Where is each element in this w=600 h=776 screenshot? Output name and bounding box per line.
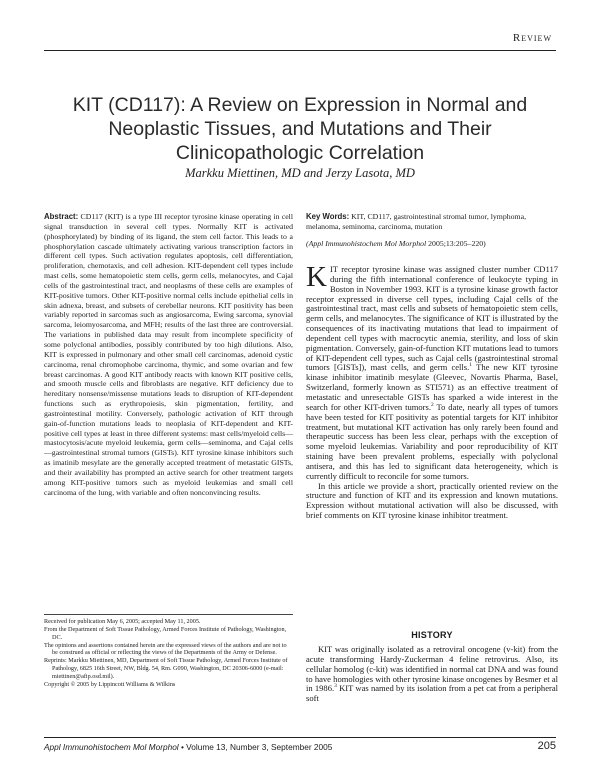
section-label: Review <box>512 32 552 44</box>
abstract-text: CD117 (KIT) is a type III receptor tyrosine kinase operating in cell signal transduction in several cell types. Normally KIT is activated (phosphorylated) by binding of its ligand, the stem cell factor. This leads to a phosphorylation cascade ultimately activating various transcription factors in different cell types. Such activation regulates apoptosis, cell differentiation, proliferation, chemotaxis, and cell adhesion. KIT-dependent cell types include mast cells, some hematopoietic stem cells, germ cells, melanocytes, and Cajal cells of the gastrointestinal tract, and neoplasms of these cells are examples of KIT-positive tumors. Other KIT-positive normal cells include epithelial cells in skin adnexa, breast, and subsets of cerebellar neurons. KIT positivity has been variably reported in sarcomas such as angiosarcoma, Ewing sarcoma, synovial sarcoma, leiomyosarcoma, and MFH; results of the last three are controversial. The variations in published data may result from incomplete specificity of some polyclonal antibodies, possibly contributed by too high dilutions. Also, KIT is expressed in pulmonary and other small cell carcinomas, adenoid cystic carcinoma, renal chromophobe carcinoma, thymic, and some ovarian and few breast carcinomas. A good KIT antibody reacts with known KIT positive cells, and smooth muscle cells and fibroblasts are negative. KIT deficiency due to hereditary nonsense/missense mutations leads to disruption of KIT-dependent functions such as erythropoiesis, skin pigmentation, fertility, and gastrointestinal motility. Conversely, pathologic activation of KIT through gain-of-function mutations leads to neoplasia of KIT-dependent and KIT-positive cell types at least in three different systems: mast cells/myeloid cells—mastocytosis/acute myeloid leukemia, germ cells—seminoma, and Cajal cells—gastrointestinal stromal tumors (GISTs). KIT tyrosine kinase inhibitors such as imatinib mesylate are the generally accepted treatment of metastatic GISTs, and their availability has prompted an active search for other treatment targets among KIT-positive tumors such as myeloid leukemias and small cell carcinoma of the lung, with variable and often nonconvincing results. <box>44 212 293 497</box>
running-footer <box>44 742 332 752</box>
history-paragraph: KIT was originally isolated as a retroviral oncogene (v-kit) from the acute transforming Hardy-Zuckerman 4 feline retrovirus. Also, its cellular homolog (c-kit) was identified in normal cat DNA and was found to have homologies with other tyrosine kinase oncogenes by Besmer et al in 1986.$^3$ KIT was named by its isolation from a pet cat from a peripheral soft <box>306 645 558 704</box>
keywords <box>306 212 558 249</box>
page-number: 205 <box>537 740 556 752</box>
drop-cap: K <box>306 265 327 293</box>
footnote-received: Received for publication May 6, 2005; accepted May 11, 2005. <box>44 618 201 625</box>
reference-2[interactable]: 2 <box>431 401 434 408</box>
reference-3[interactable]: 3 <box>334 683 337 690</box>
footnote-copyright: Copyright © 2005 by Lippincott Williams & Wilkins <box>44 680 176 688</box>
footer-journal: Appl Immunohistochem Mol Morphol <box>44 742 179 752</box>
citation-details: 2005;13:205–220) <box>428 238 486 248</box>
footnote-disclaimer: The opinions and assertions contained herein are the expressed views of the authors and are not to be construed as official or reflecting the views of the Departments of the Army or Defense. <box>44 641 287 657</box>
footer-details: • Volume 13, Number 3, September 2005 <box>178 742 333 752</box>
title-line-3: Clinicopathologic Correlation <box>175 142 425 164</box>
article-title <box>40 93 560 165</box>
intro-paragraph-2: In this article we provide a short, practically oriented review on the structure and function of KIT and its expression and known mutations. Expression without mutational activation will also be discussed, with brief comments on KIT tyrosine kinase inhibitor treatment. <box>306 480 558 521</box>
footnote-reprints: Reprints: Markku Miettinen, MD, Department of Soft Tissue Pathology, Armed Forces Institute of Pathology, 6825 16th Street, NW, Bldg. 54, Rm. G090, Washington, DC 20306-6000 (e-mail: miettinen@afip.osd.mil). <box>44 657 288 680</box>
footnote-affiliation: From the Department of Soft Tissue Pathology, Armed Forces Institute of Pathology, Washington, DC. <box>44 625 287 641</box>
authors: Markku Miettinen, MD and Jerzy Lasota, MD <box>185 166 415 180</box>
intro-paragraph-1: KIT receptor tyrosine kinase was assigned cluster number CD117 during the fifth international conference of leukocyte typing in Boston in November 1993. KIT is a tyrosine kinase growth factor receptor expressed in diverse cell types, including Cajal cells of the gastrointestinal tract, mast cells and subsets of hematopoietic stem cells, germ cells, and melanocytes. The significance of KIT is illustrated by the consequences of its inactivating mutations that lead to impairment of dependent cell types with macrocytic anemia, sterility, and loss of skin pigmentation. Conversely, gain-of-function KIT mutations lead to tumors of KIT-dependent cell types, such as Cajal cells (gastrointestinal stromal tumors [GISTs]), mast cells, and germ cells.$^1$ The new KIT tyrosine kinase inhibitor imatinib mesylate (Gleevec, Novartis Pharma, Basel, Switzerland, formerly known as STI571) as an effective treatment of metastatic and unresectable GISTs has sparked a wide interest in the search for other KIT-driven tumors.$^2$ To date, nearly all types of tumors have been tested for KIT positivity as potential targets for KIT inhibitor treatment, but mutational KIT activation has only rarely been found and therapeutic success has been less clear, perhaps with the exception of some myeloid leukemias. Variability and poor reproducibility of KIT staining have been prevalent problems, especially with polyclonal antisera, and this has led to significant data heterogeneity, which is currently difficult to reconcile for some tumors. <box>306 265 558 481</box>
footnote-rule <box>44 614 293 615</box>
abstract-label: Abstract: <box>44 212 79 221</box>
citation-journal: (Appl Immunohistochem Mol Morphol <box>306 238 427 248</box>
keywords-label: Key Words: <box>306 212 350 221</box>
history-heading: HISTORY <box>411 630 453 640</box>
title-line-1: KIT (CD117): A Review on Expression in Normal and <box>72 94 528 116</box>
bottom-rule <box>44 737 556 738</box>
title-line-2: Neoplastic Tissues, and Mutations and Their <box>108 118 492 140</box>
top-rule <box>44 50 556 51</box>
introduction <box>306 265 558 610</box>
abstract <box>44 212 293 584</box>
reference-1[interactable]: 1 <box>469 362 473 369</box>
keywords-text: KIT, CD117, gastrointestinal stromal tumor, lymphoma, melanoma, seminoma, carcinoma, mutation <box>306 212 527 231</box>
footnotes <box>44 618 293 689</box>
citation <box>306 239 558 249</box>
